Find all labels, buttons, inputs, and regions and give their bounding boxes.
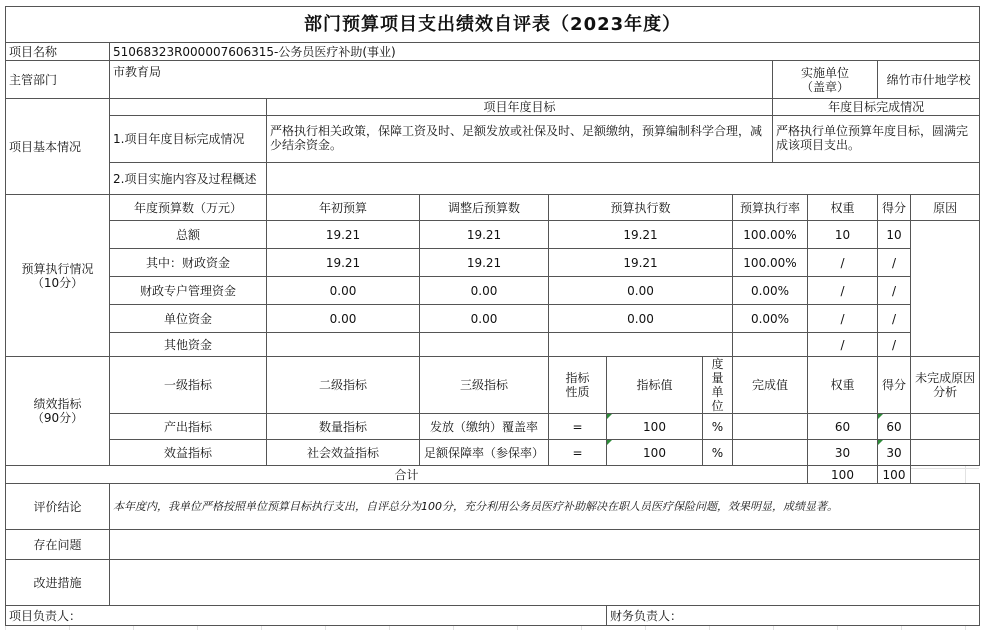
budget-score[interactable]: /: [878, 333, 911, 357]
basic-info-blank-header: [110, 99, 267, 116]
budget-section-label-line1: 预算执行情况: [21, 261, 94, 276]
perf-level3: 足额保障率（参保率）: [420, 440, 549, 466]
budget-adjusted[interactable]: [420, 333, 549, 357]
item1-row: [6, 116, 980, 163]
perf-header-nature-line1: 指标: [565, 371, 590, 385]
budget-row-special: [6, 277, 980, 305]
budget-executed[interactable]: 19.21: [549, 221, 733, 249]
perf-row-benefit: [6, 440, 980, 466]
budget-initial[interactable]: 19.21: [267, 221, 420, 249]
budget-row-fiscal: [6, 249, 980, 277]
budget-weight[interactable]: /: [808, 277, 878, 305]
supervisor-label: 主管部门: [6, 61, 110, 99]
self-evaluation-table: [5, 6, 980, 626]
item1-completion[interactable]: 严格执行单位预算年度目标，圆满完成该项目支出。: [773, 116, 980, 163]
item2-row: [6, 163, 980, 195]
budget-initial[interactable]: 0.00: [267, 305, 420, 333]
perf-reason[interactable]: [911, 414, 980, 440]
perf-score[interactable]: 60: [878, 414, 911, 440]
perf-row-output: [6, 414, 980, 440]
project-name-value[interactable]: 51068323R000007606315-公务员医疗补助(事业): [110, 43, 980, 61]
budget-adjusted[interactable]: 19.21: [420, 221, 549, 249]
perf-weight[interactable]: 60: [808, 414, 878, 440]
budget-executed[interactable]: 19.21: [549, 249, 733, 277]
budget-adjusted[interactable]: 0.00: [420, 305, 549, 333]
perf-header-unit-line1: 度量: [711, 357, 724, 385]
budget-executed[interactable]: [549, 333, 733, 357]
budget-row-total: [6, 221, 980, 249]
budget-executed[interactable]: 0.00: [549, 305, 733, 333]
perf-completed[interactable]: [733, 440, 808, 466]
project-name-label: 项目名称: [6, 43, 110, 61]
total-blank: [911, 466, 980, 484]
budget-score[interactable]: 10: [878, 221, 911, 249]
perf-nature[interactable]: =: [549, 414, 607, 440]
improvement-label: 改进措施: [6, 560, 110, 606]
perf-nature[interactable]: =: [549, 440, 607, 466]
item2-content[interactable]: [267, 163, 980, 195]
spreadsheet-sheet: [5, 6, 979, 630]
budget-weight[interactable]: /: [808, 333, 878, 357]
budget-header-adjusted: 调整后预算数: [420, 195, 549, 221]
budget-score[interactable]: /: [878, 249, 911, 277]
perf-header-nature-line2: 性质: [565, 385, 590, 399]
perf-header-unit: [703, 357, 733, 414]
basic-info-label: 项目基本情况: [6, 99, 110, 195]
budget-reason[interactable]: [911, 221, 980, 357]
perf-value[interactable]: 100: [607, 440, 703, 466]
title-row: [6, 7, 980, 43]
perf-header-level1: 一级指标: [110, 357, 267, 414]
goal-completion-header: 年度目标完成情况: [773, 99, 980, 116]
perf-score[interactable]: 30: [878, 440, 911, 466]
impl-unit-label-line2: （盖章）: [800, 79, 849, 94]
project-lead-label[interactable]: 项目负责人：: [6, 606, 607, 626]
evaluation-label: 评价结论: [6, 484, 110, 530]
budget-rate[interactable]: 100.00%: [733, 249, 808, 277]
perf-value[interactable]: 100: [607, 414, 703, 440]
supervisor-value[interactable]: 市教育局: [110, 61, 773, 99]
improvement-row: [6, 560, 980, 606]
budget-category: 总额: [110, 221, 267, 249]
perf-level1: 效益指标: [110, 440, 267, 466]
budget-initial[interactable]: [267, 333, 420, 357]
budget-category: 其他资金: [110, 333, 267, 357]
perf-header-weight: 权重: [808, 357, 878, 414]
budget-row-unit: [6, 305, 980, 333]
budget-header-rate: 预算执行率: [733, 195, 808, 221]
budget-header-score: 得分: [878, 195, 911, 221]
budget-score[interactable]: /: [878, 277, 911, 305]
perf-completed[interactable]: [733, 414, 808, 440]
supervisor-row: [6, 61, 980, 99]
total-row: [6, 466, 980, 484]
budget-header-category: 年度预算数（万元）: [110, 195, 267, 221]
perf-header-completed: 完成值: [733, 357, 808, 414]
perf-level2: 社会效益指标: [267, 440, 420, 466]
perf-section-label-line2: （90分）: [31, 411, 84, 425]
budget-adjusted[interactable]: 0.00: [420, 277, 549, 305]
page-title: 部门预算项目支出绩效自评表（2023年度）: [6, 7, 980, 43]
perf-section-label-line1: 绩效指标: [33, 397, 82, 411]
perf-level2: 数量指标: [267, 414, 420, 440]
budget-header-executed: 预算执行数: [549, 195, 733, 221]
perf-weight[interactable]: 30: [808, 440, 878, 466]
finance-lead-label[interactable]: 财务负责人：: [607, 606, 980, 626]
issues-content[interactable]: [110, 530, 980, 560]
budget-header-row: [6, 195, 980, 221]
perf-header-value: 指标值: [607, 357, 703, 414]
project-name-row: [6, 43, 980, 61]
perf-section-label: [6, 357, 110, 466]
total-label: 合计: [6, 466, 808, 484]
evaluation-row: [6, 484, 980, 530]
budget-score[interactable]: /: [878, 305, 911, 333]
perf-reason[interactable]: [911, 440, 980, 466]
budget-executed[interactable]: 0.00: [549, 277, 733, 305]
issues-row: [6, 530, 980, 560]
budget-header-reason: 原因: [911, 195, 980, 221]
issues-label: 存在问题: [6, 530, 110, 560]
perf-header-reason: 未完成原因分析: [911, 357, 980, 414]
budget-category: 单位资金: [110, 305, 267, 333]
budget-rate[interactable]: [733, 333, 808, 357]
budget-rate[interactable]: 100.00%: [733, 221, 808, 249]
budget-section-label: [6, 195, 110, 357]
item1-goal[interactable]: 严格执行相关政策，保障工资及时、足额发放或社保及时、足额缴纳，预算编制科学合理，减少结余资金。: [267, 116, 773, 163]
perf-header-score: 得分: [878, 357, 911, 414]
basic-info-header-row: [6, 99, 980, 116]
improvement-content[interactable]: [110, 560, 980, 606]
budget-row-other: [6, 333, 980, 357]
budget-weight[interactable]: /: [808, 249, 878, 277]
perf-header-unit-line2: 单位: [711, 385, 724, 413]
budget-rate[interactable]: 0.00%: [733, 305, 808, 333]
budget-initial[interactable]: 19.21: [267, 249, 420, 277]
budget-adjusted[interactable]: 19.21: [420, 249, 549, 277]
budget-weight[interactable]: 10: [808, 221, 878, 249]
budget-category: 其中：财政资金: [110, 249, 267, 277]
perf-level1: 产出指标: [110, 414, 267, 440]
budget-weight[interactable]: /: [808, 305, 878, 333]
budget-rate[interactable]: 0.00%: [733, 277, 808, 305]
signature-row: [6, 606, 980, 626]
annual-goal-header: 项目年度目标: [267, 99, 773, 116]
impl-unit-value[interactable]: 绵竹市什地学校: [878, 61, 980, 99]
budget-header-initial: 年初预算: [267, 195, 420, 221]
evaluation-text[interactable]: 本年度内，我单位严格按照单位预算目标执行支出，自评总分为100分，充分利用公务员医疗补助解决在职人员医疗保险问题，效果明显，成绩显著。: [110, 484, 980, 530]
impl-unit-label-line1: 实施单位: [800, 65, 849, 80]
perf-unit[interactable]: %: [703, 414, 733, 440]
perf-unit[interactable]: %: [703, 440, 733, 466]
perf-level3: 发放（缴纳）覆盖率: [420, 414, 549, 440]
budget-header-weight: 权重: [808, 195, 878, 221]
total-weight[interactable]: 100: [808, 466, 878, 484]
budget-category: 财政专户管理资金: [110, 277, 267, 305]
perf-header-level3: 三级指标: [420, 357, 549, 414]
perf-header-level2: 二级指标: [267, 357, 420, 414]
perf-header-row: [6, 357, 980, 414]
total-score[interactable]: 100: [878, 466, 911, 484]
impl-unit-label: [773, 61, 878, 99]
item2-label: 2.项目实施内容及过程概述: [110, 163, 267, 195]
budget-initial[interactable]: 0.00: [267, 277, 420, 305]
item1-label: 1.项目年度目标完成情况: [110, 116, 267, 163]
budget-section-label-line2: （10分）: [31, 275, 84, 290]
perf-header-nature: [549, 357, 607, 414]
